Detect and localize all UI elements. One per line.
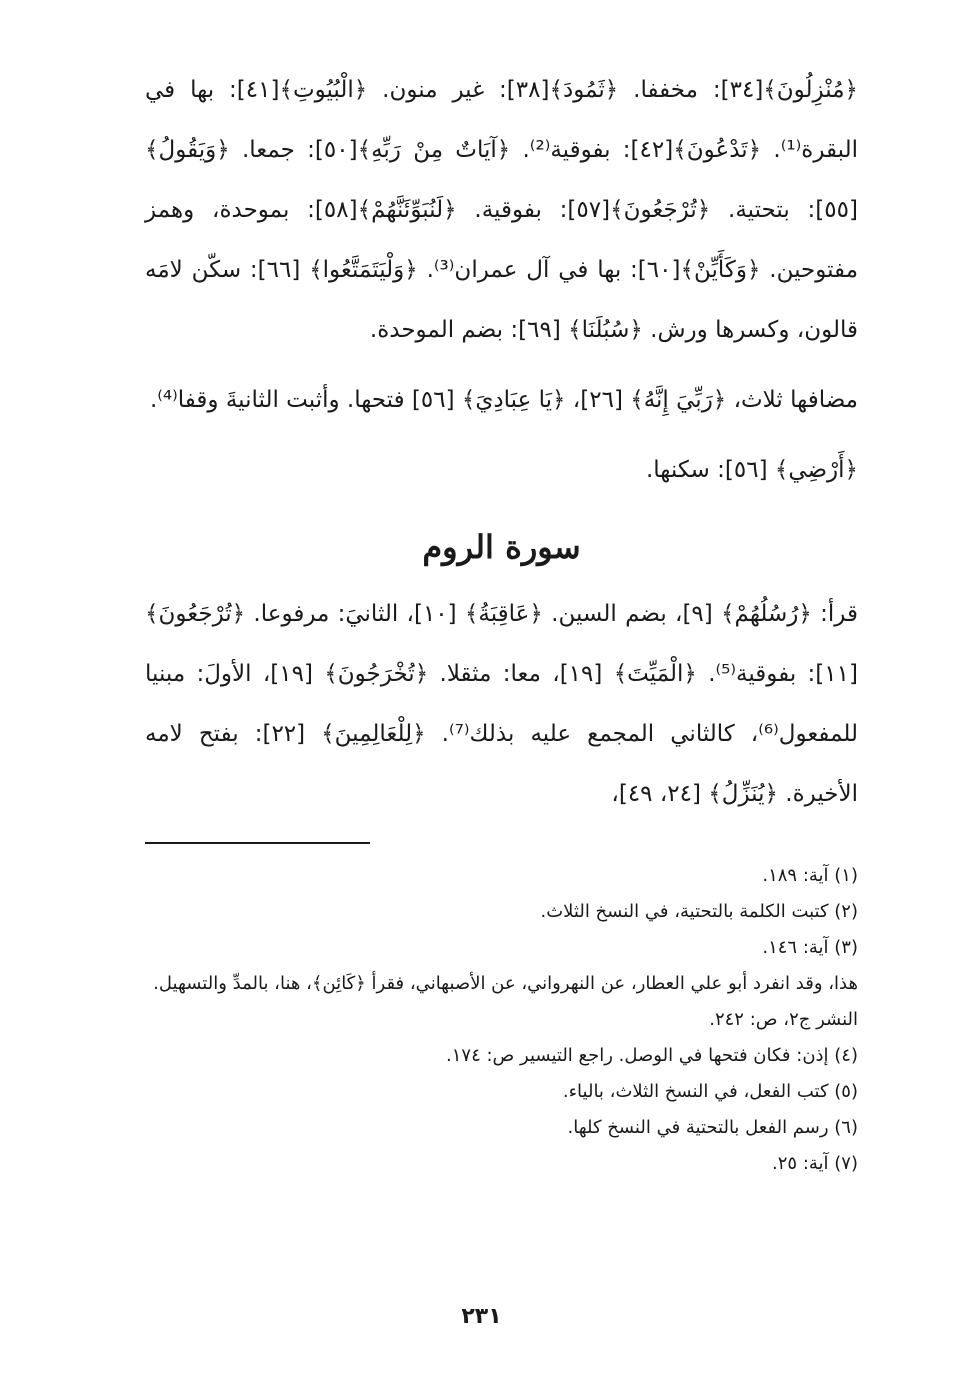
footnote-3: (٣) آية: ١٤٦. <box>762 937 858 958</box>
page-number: ٢٣١ <box>461 1304 502 1329</box>
footnotes <box>145 858 858 1182</box>
page-body <box>145 60 858 1182</box>
paragraph-idafa: مضافها ثلاث، ﴿رَبِّيَ إِنَّهُ﴾ [٢٦]، ﴿يَا عِبَادِيَ﴾ [٥٦] فتحها. وأثبت الثانيةَ وقفا⁽⁴⁾. <box>149 387 858 413</box>
footnote-4: (٤) إذن: فكان فتحها في الوصل. راجع التيسير ص: ١٧٤. <box>446 1045 858 1066</box>
footnote-1: (١) آية: ١٨٩. <box>762 865 858 886</box>
footnote-5: (٥) كتب الفعل، في النسخ الثلاث، بالياء. <box>562 1081 858 1102</box>
footnote-divider <box>145 842 370 844</box>
footnote-6: (٦) رسم الفعل بالتحتية في النسخ كلها. <box>567 1117 858 1138</box>
surah-title: سورة الروم <box>422 528 581 566</box>
footnote-2: (٢) كتبت الكلمة بالتحتية، في النسخ الثلاث. <box>540 901 858 922</box>
paragraph-ankabut-readings: ﴿مُنْزِلُونَ﴾[٣٤]: مخففا. ﴿ثَمُودَ﴾[٣٨]: غير منون. ﴿الْبُيُوتِ﴾[٤١]: بها في البقرة⁽¹⁾. ﴿تَدْعُونَ﴾[٤٢]: بفوقية⁽²⁾. ﴿آيَاتٌ مِنْ رَبِّهِ﴾[٥٠]: جمعا. ﴿وَيَقُولُ﴾[٥٥]: بتحتية. ﴿تُرْجَعُونَ﴾[٥٧]: بفوقية. ﴿لَنُبَوِّئَنَّهُمْ﴾[٥٨]: بموحدة، وهمز مفتوحين. ﴿وَكَأَيِّنْ﴾[٦٠]: بها في آل عمران⁽³⁾. ﴿وَلْيَتَمَتَّعُوا﴾ [٦٦]: سكّن لامَه قالون، وكسرها ورش. ﴿سُبُلَنَا﴾ [٦٩]: بضم الموحدة. <box>145 77 859 343</box>
paragraph-rum-readings: قرأ: ﴿رُسُلُهُمْ﴾ [٩]، بضم السين. ﴿عَاقِبَةُ﴾ [١٠]، الثانيَ: مرفوعا. ﴿تُرْجَعُونَ﴾ [١١]: بفوقية⁽⁵⁾. ﴿الْمَيِّتَ﴾ [١٩]، معا: مثقلا. ﴿تُخْرَجُونَ﴾ [١٩]، الأولَ: مبنيا للمفعول⁽⁶⁾، كالثاني المجمع عليه بذلك⁽⁷⁾. ﴿لِلْعَالِمِينَ﴾ [٢٢]: بفتح لامه الأخيرة. ﴿يُنَزِّلُ﴾ [٢٤، ٤٩]، <box>145 601 858 807</box>
paragraph-ardi: ﴿أَرْضِي﴾ [٥٦]: سكنها. <box>645 457 858 483</box>
footnote-7: (٧) آية: ٢٥. <box>772 1153 858 1174</box>
footnote-3-continuation: هذا، وقد انفرد أبو علي العطار، عن النهرواني، عن الأصبهاني، فقرأ ﴿كَائِن﴾، هنا، بالمدِّ والتسهيل. النشر ج٢، ص: ٢٤٢. <box>153 973 858 1030</box>
